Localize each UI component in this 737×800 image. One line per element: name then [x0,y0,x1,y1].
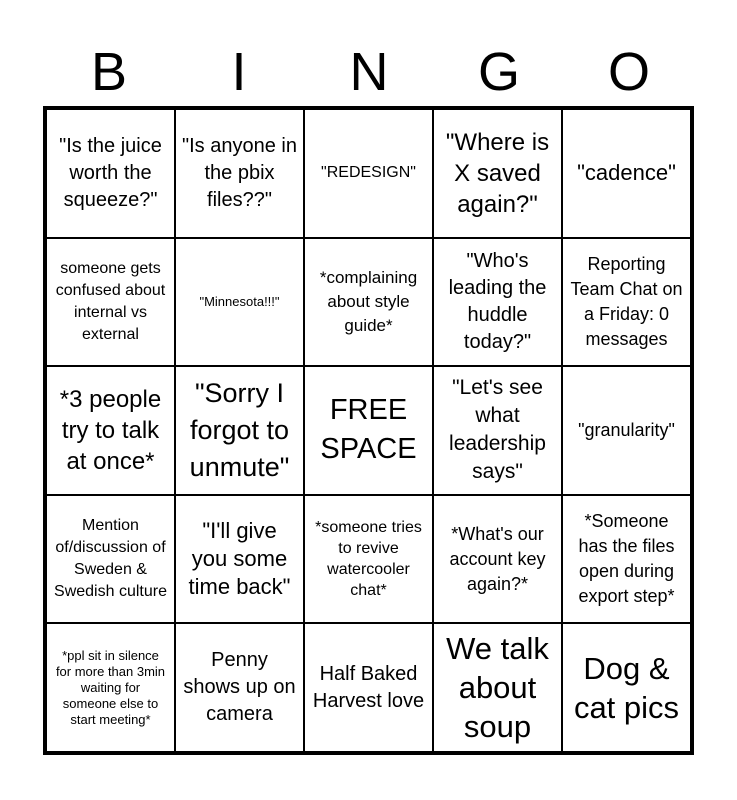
bingo-cell[interactable] [433,623,562,752]
bingo-cell[interactable] [175,495,304,624]
header-letter-n: N [349,42,389,102]
bingo-cell-text: *someone tries to revive watercooler chat* [315,519,422,600]
bingo-cell[interactable] [46,366,175,495]
bingo-cell[interactable] [175,238,304,367]
bingo-cell[interactable] [46,238,175,367]
bingo-cell[interactable] [46,109,175,238]
bingo-cell[interactable] [433,495,562,624]
bingo-cell[interactable] [304,495,433,624]
bingo-cell[interactable] [175,109,304,238]
bingo-grid [43,106,694,755]
bingo-cell-text: *Someone has the files open during export step* [578,511,675,607]
bingo-cell-text: *3 people try to talk at once* [59,385,162,475]
bingo-cell[interactable] [46,495,175,624]
bingo-cell[interactable] [304,238,433,367]
bingo-cell[interactable] [562,495,691,624]
header-letter-o: O [607,42,650,102]
bingo-cell-text: Penny shows up on camera [183,649,296,726]
free-space-text: FREE SPACE [320,394,417,466]
bingo-cell-text: "Sorry I forgot to unmute" [189,377,290,482]
bingo-cell[interactable] [46,623,175,752]
bingo-cell[interactable] [562,238,691,367]
bingo-cell-text: "Let's see what leadership says" [449,376,546,484]
bingo-cell-text: Mention of/discussion of Sweden & Swedish culture [54,517,167,601]
free-space-cell[interactable] [304,366,433,495]
bingo-cell-text: "granularity" [578,419,675,440]
bingo-cell-text: someone gets confused about internal vs external [55,259,166,343]
bingo-cell-text: "Is the juice worth the squeeze?" [59,134,162,211]
bingo-cell[interactable] [433,109,562,238]
bingo-cell[interactable] [562,109,691,238]
bingo-cell-text: "REDESIGN" [321,164,416,182]
bingo-cell[interactable] [175,366,304,495]
bingo-cell[interactable] [562,623,691,752]
bingo-cell-text: "Is anyone in the pbix files??" [182,134,297,211]
bingo-cell-text: Reporting Team Chat on a Friday: 0 messages [570,253,683,349]
bingo-cell-text: "cadence" [577,160,676,186]
bingo-cell-text: "Minnesota!!!" [199,294,280,310]
bingo-cell[interactable] [175,623,304,752]
bingo-header [44,42,694,102]
bingo-cell-text: *ppl sit in silence for more than 3min waiting for someone else to start meeting* [55,647,166,727]
bingo-cell-text: *What's our account key again?* [449,523,546,594]
bingo-cell[interactable] [562,366,691,495]
header-letter-g: G [477,42,520,102]
bingo-cell-text: We talk about soup [446,631,549,745]
bingo-cell[interactable] [304,623,433,752]
header-letter-i: I [231,42,247,102]
bingo-cell-text: "Where is X saved again?" [445,128,550,218]
bingo-cell-text: "I'll give you some time back" [188,518,291,600]
bingo-cell[interactable] [433,366,562,495]
header-letter-b: B [90,42,128,102]
bingo-cell-text: Half Baked Harvest love [312,662,425,712]
bingo-cell-text: *complaining about style guide* [319,267,418,335]
bingo-cell-text: "Who's leading the huddle today?" [448,249,547,353]
bingo-cell-text: Dog & cat pics [573,650,680,725]
bingo-cell[interactable] [433,238,562,367]
bingo-cell[interactable] [304,109,433,238]
